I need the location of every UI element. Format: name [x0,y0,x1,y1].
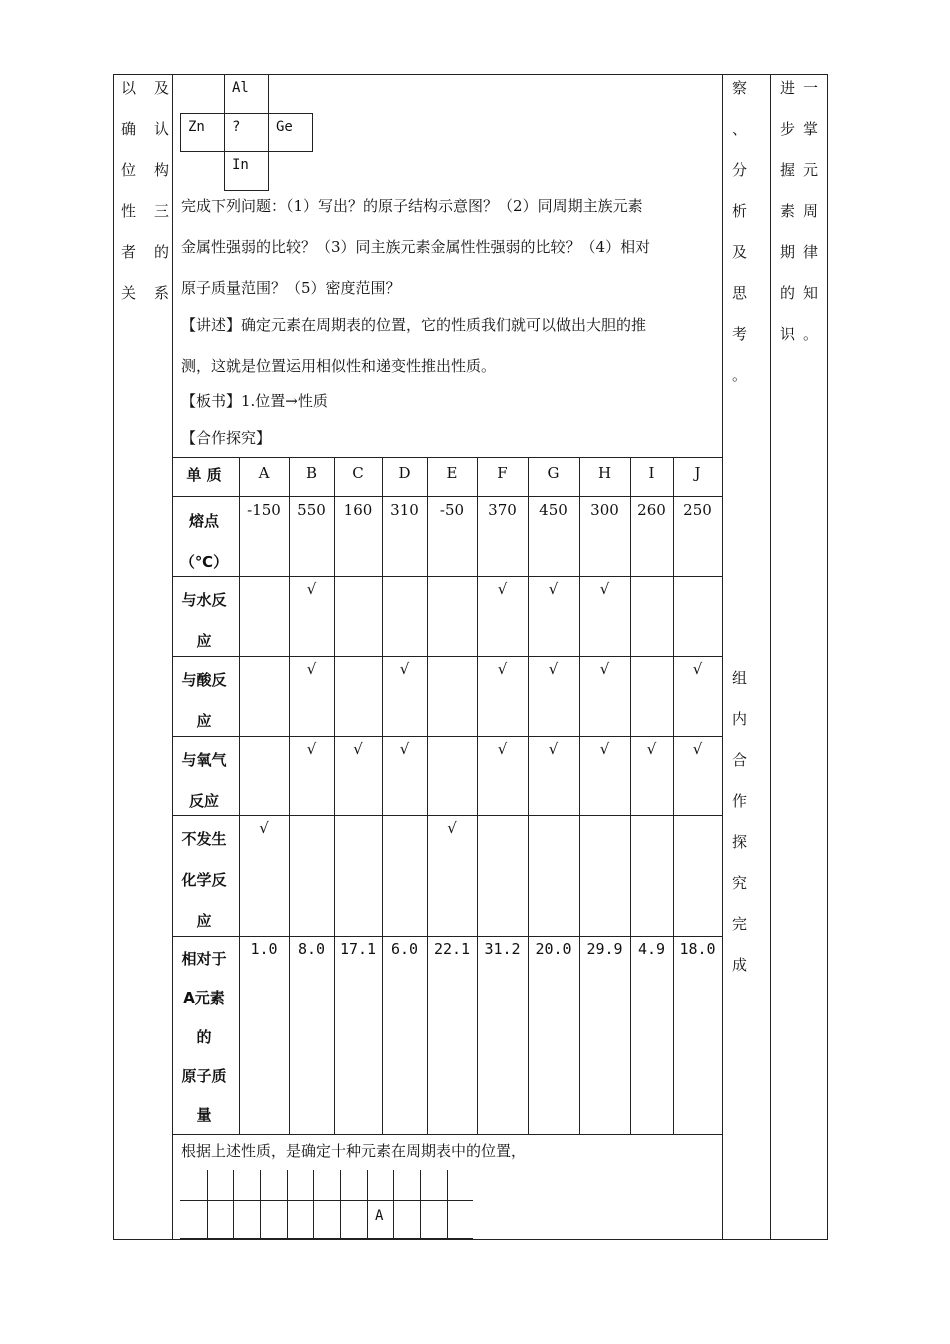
check-mark: √ [306,660,317,678]
activity-char: 察 [732,79,748,97]
column-char: 及 [153,79,169,97]
lecture-line: 【讲述】确定元素在周期表的位置，它的性质我们就可以做出大胆的推 [181,316,647,334]
cross-center-cell: ? [232,119,241,135]
table-column-header: D [398,464,411,482]
check-mark: √ [497,660,508,678]
table-header-label: 单 质 [186,466,222,484]
conclusion-text: 根据上述性质，是确定十种元素在周期表中的位置， [181,1142,527,1160]
check-mark: √ [646,740,657,758]
column-char: 掌 [802,120,818,138]
group-activity-text [732,664,747,992]
check-mark: √ [548,660,559,678]
check-mark: √ [599,740,610,758]
left-col-line: 关 [121,284,137,302]
activity-char: 。 [732,366,748,384]
table-column-header: G [547,464,560,482]
board-note: 【板书】1.位置→性质 [181,392,328,410]
check-mark: √ [353,740,363,758]
table-cell: 370 [488,501,517,519]
cross-left-cell: Zn [188,119,205,135]
activity-char: 完 [732,915,748,933]
intent-line: 握 [780,161,796,179]
cooperation-heading: 【合作探究】 [181,429,272,447]
intent-line: 的 [780,284,796,302]
row-label-melting-point: 熔点 （℃） [179,512,229,571]
lecture-line: 测，这就是位置运用相似性和递变性推出性质。 [181,357,497,375]
column-char: 一 [802,79,818,97]
left-col-line: 性 [121,202,137,220]
cross-right-cell: Ge [276,119,293,135]
row-label-atomic-mass: 相对于 A元素 的 原子质 量 [181,950,227,1124]
column-char: 构 [153,161,169,179]
activity-char: 内 [732,710,748,728]
intent-line: 识 [780,325,796,343]
table-cell: 550 [297,501,326,519]
table-cell: 29.9 [586,940,623,958]
column-char: 三 [153,202,169,220]
check-mark: √ [548,740,559,758]
table-column-header: J [694,464,701,482]
activity-char: 及 [732,243,748,261]
column-char: 。 [802,325,818,343]
table-cell: 17.1 [339,940,377,958]
activity-char: 析 [732,202,748,220]
question-line: 原子质量范围？（5）密度范围？ [181,279,401,297]
column-char: 元 [802,161,818,179]
column-char: 认 [153,120,169,138]
table-cell: 4.9 [637,940,666,958]
intent-line: 期 [780,243,796,261]
table-column-header: I [648,464,655,482]
cross-top-cell: Al [232,80,249,96]
table-column-header: C [352,464,364,482]
activity-char: 、 [732,120,748,138]
row-label-no-reaction: 不发生 化学反 应 [181,830,227,930]
activity-char: 组 [732,669,748,687]
question-line: 金属性强弱的比较？（3）同主族元素金属性性强弱的比较？（4）相对 [181,238,651,256]
activity-char: 探 [732,833,748,851]
table-cell: 20.0 [535,940,572,958]
check-mark: √ [306,740,317,758]
table-cell: 8.0 [297,940,326,958]
check-mark: √ [399,740,410,758]
activity-char: 成 [732,956,748,974]
table-cell: 31.2 [484,940,521,958]
column-char: 系 [153,284,169,302]
check-mark: √ [259,819,269,837]
column-char: 律 [802,243,818,261]
row-label-acid: 与酸反 应 [181,671,227,730]
table-cell: 6.0 [390,940,419,958]
table-cell: 300 [590,501,619,519]
activity-char: 思 [732,284,748,302]
left-column-text [121,74,169,320]
question-line: 完成下列问题：（1）写出？的原子结构示意图？（2）同周期主族元素 [181,197,643,215]
check-mark: √ [399,660,410,678]
activity-char: 作 [732,792,748,810]
intent-line: 素 [780,202,796,220]
table-column-header: E [446,464,458,482]
activity-char: 考 [732,325,748,343]
table-cell: 450 [539,501,568,519]
row-label-oxygen: 与氧气 反应 [181,751,227,810]
check-mark: √ [599,580,610,598]
intent-line: 进 [780,79,796,97]
table-cell: 250 [683,501,712,519]
activity-char: 分 [732,161,748,179]
intent-line: 步 [780,120,796,138]
activity-char: 合 [732,751,748,769]
left-col-line: 确 [121,120,137,138]
table-cell: -150 [247,501,281,519]
table-column-header: H [597,464,612,482]
check-mark: √ [306,580,317,598]
check-mark: √ [692,740,703,758]
grid-mark-a: A [375,1208,384,1224]
table-cell: 160 [343,501,373,519]
left-col-line: 以 [121,79,137,97]
table-column-header: F [497,464,508,482]
check-mark: √ [599,660,610,678]
table-cell: 1.0 [250,940,278,958]
table-cell: 260 [637,501,666,519]
table-cell: 18.0 [679,940,716,958]
table-cell: 22.1 [433,940,471,958]
check-mark: √ [497,740,508,758]
check-mark: √ [548,580,559,598]
check-mark: √ [692,660,703,678]
row-label-water: 与水反 应 [181,591,227,650]
left-col-line: 位 [121,161,137,179]
activity-char: 究 [732,874,748,892]
table-column-header: A [258,464,270,482]
cross-bottom-cell: In [232,157,249,173]
table-cell: -50 [439,501,465,519]
table-column-header: B [305,464,318,482]
student-activity-text [732,74,747,402]
column-char: 知 [802,284,818,302]
check-mark: √ [447,819,457,837]
design-intent-text [780,74,818,361]
column-char: 的 [153,243,169,261]
table-cell: 310 [390,501,419,519]
left-col-line: 者 [121,243,137,261]
check-mark: √ [497,580,508,598]
column-char: 周 [802,202,818,220]
